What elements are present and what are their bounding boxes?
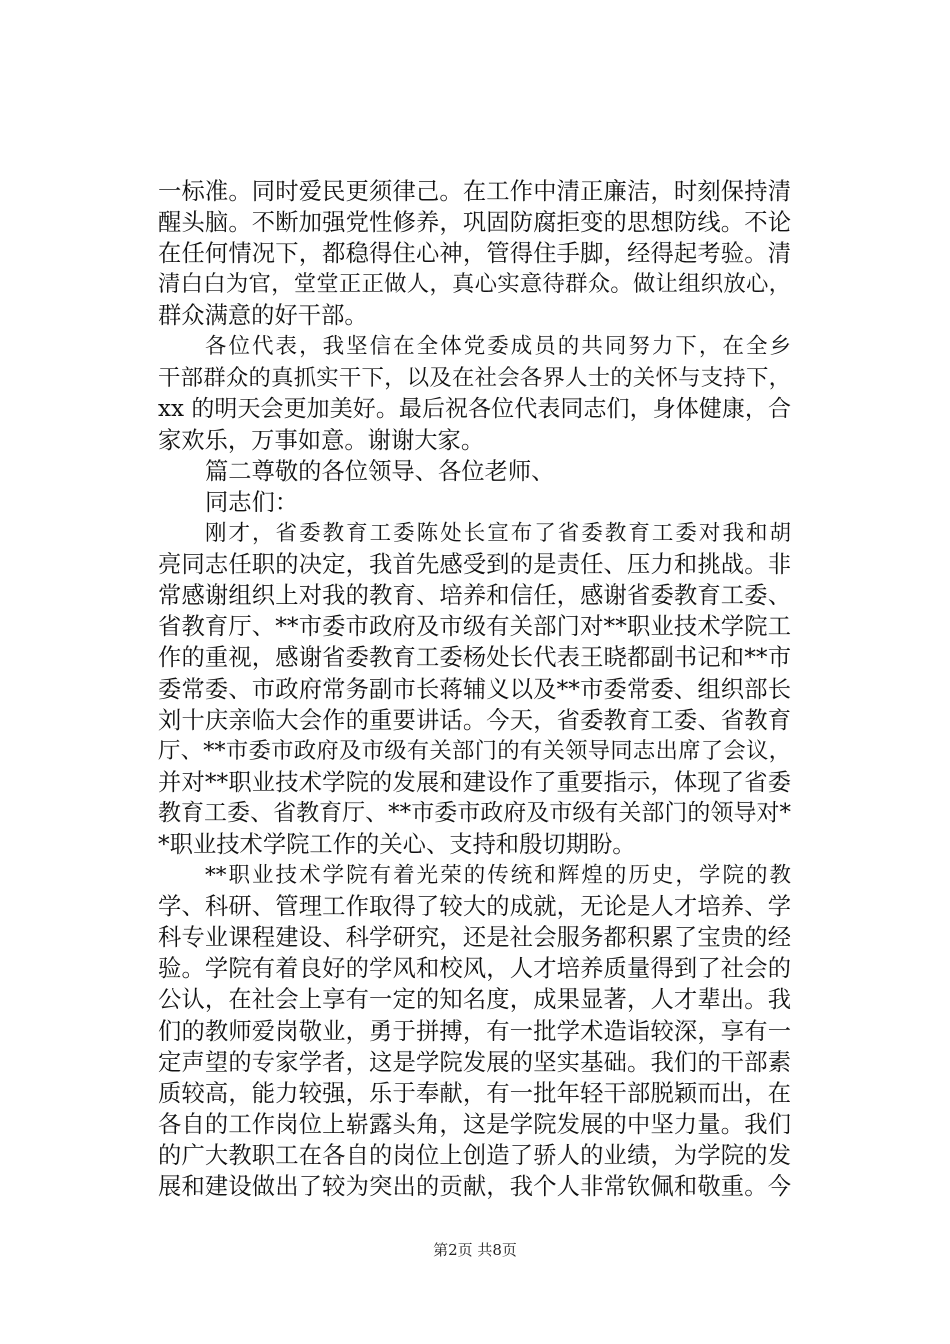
text-line: 清白白为官，堂堂正正做人，真心实意待群众。做让组织放心， <box>158 271 791 298</box>
text-line: 一标准。同时爱民更须律己。在工作中清正廉洁，时刻保持清 <box>158 178 791 205</box>
text-line: 并对**职业技术学院的发展和建设作了重要指示，体现了省委 <box>158 768 791 796</box>
text-line: 们的教师爱岗敬业，勇于拼搏，有一批学术造诣较深，享有一 <box>158 1017 791 1045</box>
text-line: 干部群众的真抓实干下，以及在社会各界人士的关怀与支持下， <box>158 364 791 391</box>
text-line: 省教育厅、**市委市政府及市级有关部门对**职业技术学院工 <box>158 613 791 641</box>
text-line: **职业技术学院有着光荣的传统和辉煌的历史，学院的教 <box>205 863 791 889</box>
text-line: 篇二尊敬的各位领导、各位老师、 <box>205 457 555 485</box>
text-line: 亮同志任职的决定，我首先感受到的是责任、压力和挑战。非 <box>158 551 791 579</box>
text-line: 的广大教职工在各自的岗位上创造了骄人的业绩，为学院的发 <box>158 1141 791 1169</box>
page-footer: 第2页 共8页 <box>433 1241 517 1259</box>
text-line: 科专业课程建设、科学研究，还是社会服务都积累了宝贵的经 <box>158 924 791 952</box>
text-line: xx 的明天会更加美好。最后祝各位代表同志们，身体健康，合 <box>158 395 791 422</box>
text-line: 作的重视，感谢省委教育工委杨处长代表王晓都副书记和**市 <box>158 644 791 672</box>
text-line: 刘十庆亲临大会作的重要讲话。今天，省委教育工委、省教育 <box>158 706 791 734</box>
text-line: 同志们： <box>205 488 299 516</box>
text-line: 刚才，省委教育工委陈处长宣布了省委教育工委对我和胡 <box>205 521 791 547</box>
text-line: 委常委、市政府常务副市长蒋辅义以及**市委常委、组织部长 <box>158 675 791 703</box>
text-line: 定声望的专家学者，这是学院发展的坚实基础。我们的干部素 <box>158 1048 791 1076</box>
text-line: 验。学院有着良好的学风和校风，人才培养质量得到了社会的 <box>158 955 791 983</box>
text-line: 学、科研、管理工作取得了较大的成就，无论是人才培养、学 <box>158 893 791 921</box>
text-line: 公认，在社会上享有一定的知名度，成果显著，人才辈出。我 <box>158 986 791 1014</box>
text-line: 厅、**市委市政府及市级有关部门的有关领导同志出席了会议， <box>158 737 791 764</box>
text-line: 质较高，能力较强，乐于奉献，有一批年轻干部脱颖而出，在 <box>158 1079 791 1107</box>
text-line: 常感谢组织上对我的教育、培养和信任，感谢省委教育工委、 <box>158 582 791 610</box>
text-line: *职业技术学院工作的关心、支持和殷切期盼。 <box>158 830 636 858</box>
text-line: 各自的工作岗位上崭露头角，这是学院发展的中坚力量。我们 <box>158 1110 791 1138</box>
text-line: 教育工委、省教育厅、**市委市政府及市级有关部门的领导对* <box>158 799 791 826</box>
text-line: 在任何情况下，都稳得住心神，管得住手脚，经得起考验。清 <box>158 240 791 268</box>
text-line: 展和建设做出了较为突出的贡献，我个人非常钦佩和敬重。今 <box>158 1173 791 1200</box>
text-line: 各位代表，我坚信在全体党委成员的共同努力下，在全乡 <box>205 334 791 360</box>
body-text <box>158 176 791 1202</box>
text-line: 醒头脑。不断加强党性修养，巩固防腐拒变的思想防线。不论 <box>158 209 791 237</box>
text-line: 群众满意的好干部。 <box>158 302 368 330</box>
text-line: 家欢乐，万事如意。谢谢大家。 <box>158 426 485 454</box>
